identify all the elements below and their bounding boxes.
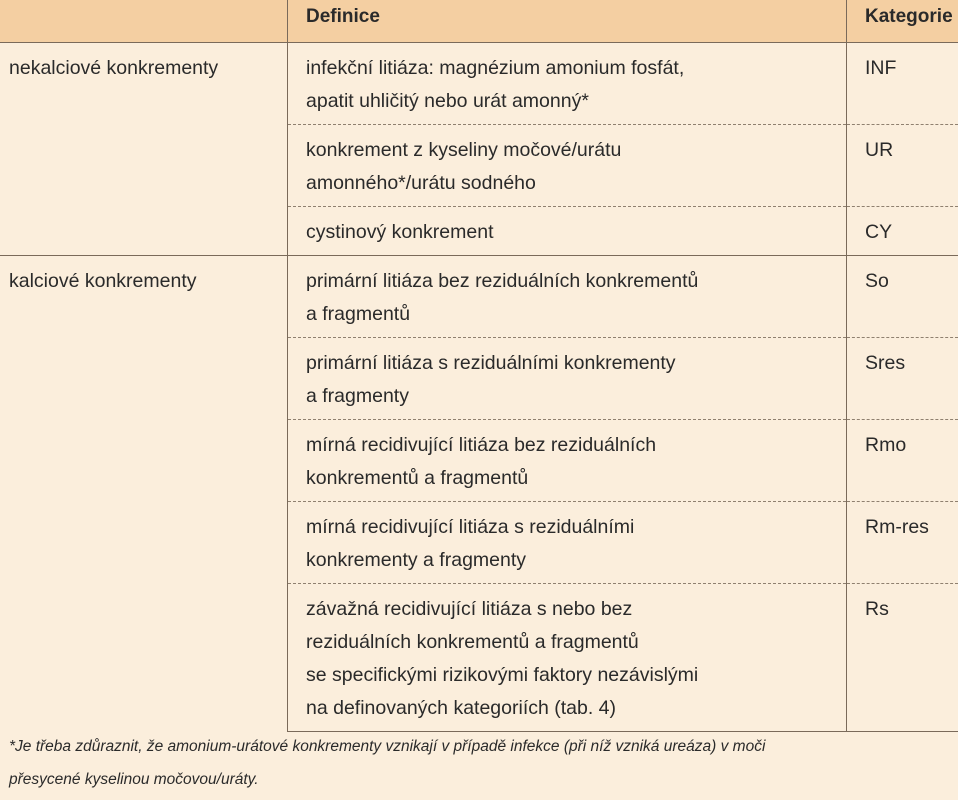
- category-cell: Rs: [847, 584, 958, 732]
- header-kategorie: Kategorie: [847, 0, 958, 43]
- footnote: [9, 730, 949, 796]
- category-cell: UR: [847, 125, 958, 207]
- definition-line: cystinový konkrement: [306, 221, 494, 243]
- definition-line: mírná recidivující litiáza bez reziduálních: [306, 434, 657, 456]
- definition-line: primární litiáza bez reziduálních konkrementů: [306, 270, 699, 292]
- category-cell: Rmo: [847, 420, 958, 502]
- definition-line: na definovaných kategoriích (tab. 4): [306, 697, 617, 719]
- definition-line: konkrementy a fragmenty: [306, 549, 527, 571]
- category-cell: CY: [847, 207, 958, 256]
- definition-line: se specifickými rizikovými faktory nezávislými: [306, 664, 699, 686]
- category-cell: Rm-res: [847, 502, 958, 584]
- definition-line: konkrement z kyseliny močové/urátu: [306, 139, 622, 161]
- definition-line: primární litiáza s reziduálními konkrementy: [306, 352, 676, 374]
- footnote-line: *Je třeba zdůraznit, že amonium-urátové konkrementy vznikají v případě infekce (při níž vzniká ureáza) v moči: [9, 738, 766, 755]
- definition-cell: [288, 125, 847, 207]
- definition-line: amonného*/urátu sodného: [306, 172, 536, 194]
- definition-line: a fragmenty: [306, 385, 409, 407]
- group-label-nekalciove: nekalciové konkrementy: [0, 43, 288, 256]
- category-cell: So: [847, 256, 958, 338]
- definition-cell: [288, 420, 847, 502]
- definition-line: reziduálních konkrementů a fragmentů: [306, 631, 639, 653]
- table-header-row: [0, 0, 958, 43]
- definition-line: závažná recidivující litiáza s nebo bez: [306, 598, 633, 620]
- definition-line: infekční litiáza: magnézium amonium fosfát,: [306, 57, 685, 79]
- table-row: [0, 43, 958, 125]
- definition-line: apatit uhličitý nebo urát amonný*: [306, 90, 589, 112]
- header-empty-cell: [0, 0, 288, 43]
- definition-cell: [288, 43, 847, 125]
- category-cell: INF: [847, 43, 958, 125]
- group-label-kalciove: kalciové konkrementy: [0, 256, 288, 732]
- definition-cell: [288, 256, 847, 338]
- category-cell: Sres: [847, 338, 958, 420]
- definition-cell: [288, 502, 847, 584]
- table-row: [0, 256, 958, 338]
- footnote-line: přesycené kyselinou močovou/uráty.: [9, 771, 259, 788]
- definition-line: konkrementů a fragmentů: [306, 467, 529, 489]
- definition-cell: [288, 584, 847, 732]
- definition-line: mírná recidivující litiáza s reziduálními: [306, 516, 635, 538]
- definition-line: a fragmentů: [306, 303, 411, 325]
- definition-cell: [288, 207, 847, 256]
- definition-cell: [288, 338, 847, 420]
- header-definice: Definice: [288, 0, 847, 43]
